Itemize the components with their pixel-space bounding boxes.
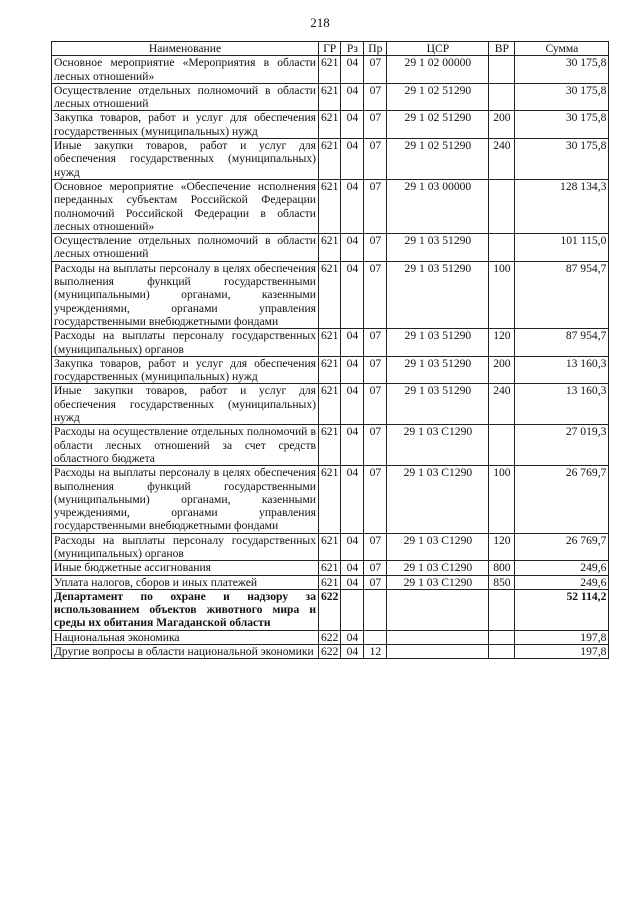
cell-gr: 621	[319, 329, 341, 357]
cell-vr	[489, 83, 515, 111]
cell-rz: 04	[341, 575, 364, 589]
cell-vr: 240	[489, 384, 515, 425]
cell-gr: 621	[319, 179, 341, 233]
table-row	[52, 56, 609, 84]
table-row	[52, 179, 609, 233]
cell-gr: 621	[319, 83, 341, 111]
cell-gr: 622	[319, 645, 341, 659]
cell-csr: 29 1 03 С1290	[387, 561, 489, 575]
cell-csr: 29 1 03 51290	[387, 356, 489, 384]
cell-vr	[489, 589, 515, 630]
cell-name: Расходы на выплаты персоналу в целях обеспечения выполнения функций государственными (муниципальными) органами, казенными учреждениями, органами управления государственными внебюджетными фондами	[52, 466, 319, 533]
cell-rz: 04	[341, 329, 364, 357]
cell-rz: 04	[341, 139, 364, 180]
cell-vr: 120	[489, 329, 515, 357]
cell-gr: 621	[319, 356, 341, 384]
table-row	[52, 329, 609, 357]
table-row	[52, 234, 609, 262]
cell-pr: 07	[364, 56, 387, 84]
cell-name: Другие вопросы в области национальной экономики	[52, 645, 319, 659]
cell-rz: 04	[341, 533, 364, 561]
cell-csr: 29 1 02 51290	[387, 83, 489, 111]
cell-rz: 04	[341, 466, 364, 533]
cell-pr: 07	[364, 261, 387, 328]
header-rz: Рз	[341, 42, 364, 56]
cell-pr: 07	[364, 139, 387, 180]
cell-pr: 07	[364, 356, 387, 384]
cell-pr	[364, 589, 387, 630]
cell-sum: 13 160,3	[515, 356, 609, 384]
cell-rz: 04	[341, 56, 364, 84]
cell-csr: 29 1 03 С1290	[387, 425, 489, 466]
cell-csr: 29 1 02 51290	[387, 139, 489, 180]
cell-sum: 197,8	[515, 630, 609, 644]
table-row	[52, 139, 609, 180]
cell-rz: 04	[341, 630, 364, 644]
cell-name: Расходы на выплаты персоналу государственных (муниципальных) органов	[52, 329, 319, 357]
cell-name: Расходы на выплаты персоналу государственных (муниципальных) органов	[52, 533, 319, 561]
cell-csr: 29 1 03 00000	[387, 179, 489, 233]
cell-name: Уплата налогов, сборов и иных платежей	[52, 575, 319, 589]
cell-vr: 200	[489, 356, 515, 384]
table-row	[52, 425, 609, 466]
cell-sum: 26 769,7	[515, 466, 609, 533]
cell-vr: 850	[489, 575, 515, 589]
cell-sum: 249,6	[515, 561, 609, 575]
cell-vr	[489, 234, 515, 262]
cell-rz: 04	[341, 179, 364, 233]
cell-rz: 04	[341, 83, 364, 111]
cell-sum: 52 114,2	[515, 589, 609, 630]
cell-pr: 07	[364, 111, 387, 139]
cell-gr: 621	[319, 384, 341, 425]
cell-rz: 04	[341, 356, 364, 384]
cell-name: Иные закупки товаров, работ и услуг для обеспечения государственных (муниципальных) нужд	[52, 384, 319, 425]
cell-csr: 29 1 03 51290	[387, 234, 489, 262]
cell-pr: 07	[364, 575, 387, 589]
table-row	[52, 575, 609, 589]
cell-gr: 621	[319, 139, 341, 180]
table-row	[52, 645, 609, 659]
table-row	[52, 356, 609, 384]
cell-csr: 29 1 03 С1290	[387, 466, 489, 533]
cell-vr	[489, 630, 515, 644]
cell-name: Национальная экономика	[52, 630, 319, 644]
table-row	[52, 533, 609, 561]
page-number: 218	[310, 15, 330, 30]
cell-csr: 29 1 03 С1290	[387, 575, 489, 589]
table-row	[52, 561, 609, 575]
table-row	[52, 630, 609, 644]
cell-vr	[489, 425, 515, 466]
cell-vr	[489, 56, 515, 84]
cell-rz: 04	[341, 645, 364, 659]
cell-gr: 621	[319, 261, 341, 328]
table-row	[52, 384, 609, 425]
cell-name: Осуществление отдельных полномочий в области лесных отношений	[52, 234, 319, 262]
cell-sum: 30 175,8	[515, 139, 609, 180]
cell-gr: 621	[319, 533, 341, 561]
cell-vr: 200	[489, 111, 515, 139]
cell-csr: 29 1 02 00000	[387, 56, 489, 84]
cell-name: Департамент по охране и надзору за использованием объектов животного мира и среды их обитания Магаданской области	[52, 589, 319, 630]
table-row	[52, 83, 609, 111]
cell-sum: 27 019,3	[515, 425, 609, 466]
cell-csr	[387, 630, 489, 644]
cell-name: Закупка товаров, работ и услуг для обеспечения государственных (муниципальных) нужд	[52, 356, 319, 384]
cell-vr: 100	[489, 261, 515, 328]
cell-pr: 07	[364, 561, 387, 575]
cell-sum: 30 175,8	[515, 111, 609, 139]
header-pr: Пр	[364, 42, 387, 56]
cell-pr: 07	[364, 384, 387, 425]
cell-gr: 621	[319, 56, 341, 84]
cell-pr: 07	[364, 425, 387, 466]
cell-vr: 240	[489, 139, 515, 180]
cell-vr: 100	[489, 466, 515, 533]
cell-pr	[364, 630, 387, 644]
cell-pr: 07	[364, 234, 387, 262]
header-csr: ЦСР	[387, 42, 489, 56]
header-vr: ВР	[489, 42, 515, 56]
cell-sum: 30 175,8	[515, 83, 609, 111]
cell-csr: 29 1 03 51290	[387, 261, 489, 328]
cell-name: Иные бюджетные ассигнования	[52, 561, 319, 575]
cell-rz: 04	[341, 111, 364, 139]
cell-pr: 07	[364, 179, 387, 233]
cell-name: Расходы на осуществление отдельных полномочий в области лесных отношений за счет средств областного бюджета	[52, 425, 319, 466]
cell-sum: 87 954,7	[515, 261, 609, 328]
cell-vr	[489, 645, 515, 659]
cell-name: Основное мероприятие «Мероприятия в области лесных отношений»	[52, 56, 319, 84]
cell-pr: 07	[364, 83, 387, 111]
cell-rz	[341, 589, 364, 630]
cell-rz: 04	[341, 561, 364, 575]
table-row	[52, 589, 609, 630]
cell-rz: 04	[341, 261, 364, 328]
cell-gr: 621	[319, 466, 341, 533]
cell-pr: 07	[364, 533, 387, 561]
cell-gr: 621	[319, 234, 341, 262]
cell-pr: 07	[364, 466, 387, 533]
cell-csr: 29 1 03 51290	[387, 329, 489, 357]
cell-gr: 622	[319, 589, 341, 630]
cell-name: Иные закупки товаров, работ и услуг для обеспечения государственных (муниципальных) нужд	[52, 139, 319, 180]
header-gr: ГР	[319, 42, 341, 56]
cell-sum: 249,6	[515, 575, 609, 589]
cell-vr	[489, 179, 515, 233]
cell-sum: 197,8	[515, 645, 609, 659]
cell-sum: 26 769,7	[515, 533, 609, 561]
cell-rz: 04	[341, 425, 364, 466]
cell-csr: 29 1 03 51290	[387, 384, 489, 425]
cell-name: Закупка товаров, работ и услуг для обеспечения государственных (муниципальных) нужд	[52, 111, 319, 139]
cell-rz: 04	[341, 234, 364, 262]
cell-csr	[387, 645, 489, 659]
budget-table	[51, 41, 609, 659]
cell-vr: 800	[489, 561, 515, 575]
cell-gr: 621	[319, 111, 341, 139]
cell-csr: 29 1 03 С1290	[387, 533, 489, 561]
cell-rz: 04	[341, 384, 364, 425]
cell-name: Осуществление отдельных полномочий в области лесных отношений	[52, 83, 319, 111]
cell-vr: 120	[489, 533, 515, 561]
cell-name: Расходы на выплаты персоналу в целях обеспечения выполнения функций государственными (муниципальными) органами, казенными учреждениями, органами управления государственными внебюджетными фондами	[52, 261, 319, 328]
header-name: Наименование	[52, 42, 319, 56]
cell-sum: 30 175,8	[515, 56, 609, 84]
cell-gr: 621	[319, 425, 341, 466]
cell-gr: 621	[319, 575, 341, 589]
table-row	[52, 466, 609, 533]
cell-sum: 101 115,0	[515, 234, 609, 262]
header-sum: Сумма	[515, 42, 609, 56]
cell-sum: 128 134,3	[515, 179, 609, 233]
cell-gr: 622	[319, 630, 341, 644]
cell-csr	[387, 589, 489, 630]
cell-pr: 07	[364, 329, 387, 357]
cell-name: Основное мероприятие «Обеспечение исполнения переданных субъектам Российской Федерации полномочий Российской Федерации в области лесных отношений»	[52, 179, 319, 233]
cell-sum: 13 160,3	[515, 384, 609, 425]
cell-csr: 29 1 02 51290	[387, 111, 489, 139]
cell-gr: 621	[319, 561, 341, 575]
table-header-row	[52, 42, 609, 56]
cell-sum: 87 954,7	[515, 329, 609, 357]
cell-pr: 12	[364, 645, 387, 659]
table-row	[52, 261, 609, 328]
table-row	[52, 111, 609, 139]
